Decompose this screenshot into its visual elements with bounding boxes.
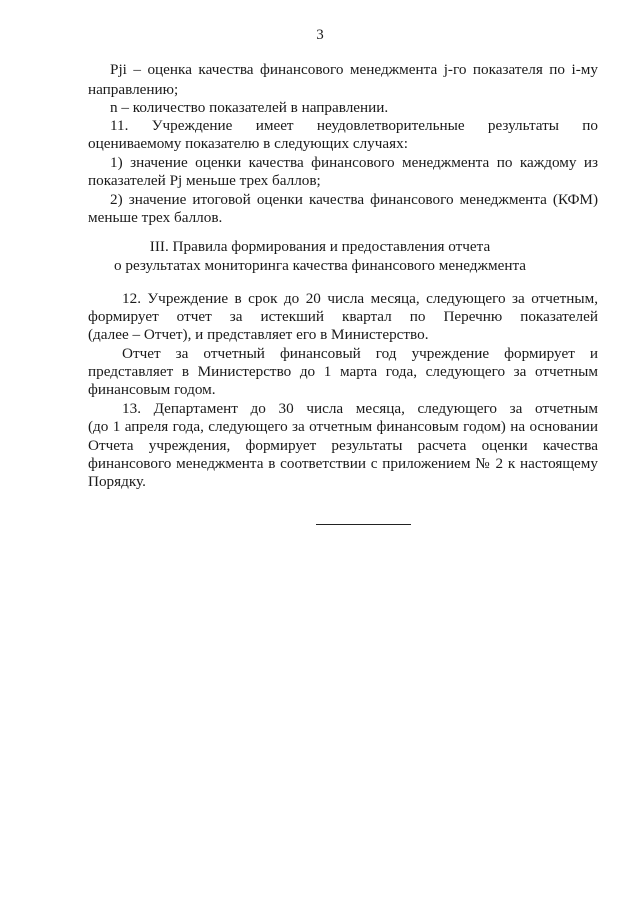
annual-report-line-2: представляет в Министерство до 1 марта года, следующего за отчетным xyxy=(88,363,598,380)
case-2-line-2: меньше трех баллов. xyxy=(88,209,223,226)
case-2-line-1: 2) значение итоговой оценки качества финансового менеджмента (КФМ) xyxy=(110,191,598,208)
annual-report-line-1: Отчет за отчетный финансовый год учреждение формирует и xyxy=(122,345,598,362)
item-13-line-1: 13. Департамент до 30 числа месяца, следующего за отчетным xyxy=(122,400,598,417)
item-11-line-1: 11. Учреждение имеет неудовлетворительные результаты по xyxy=(110,117,598,134)
pji-definition-line-1: Pji – оценка качества финансового менеджмента j-го показателя по i-му xyxy=(110,61,598,78)
item-12-line-1: 12. Учреждение в срок до 20 числа месяца, следующего за отчетным, xyxy=(122,290,598,307)
case-1-line-1: 1) значение оценки качества финансового менеджмента по каждому из xyxy=(110,154,598,171)
case-1-line-2: показателей Pj меньше трех баллов; xyxy=(88,172,321,189)
item-13-line-2: (до 1 апреля года, следующего за отчетным финансовым годом) на основании xyxy=(88,418,598,435)
item-12-line-3: (далее – Отчет), и представляет его в Министерство. xyxy=(88,326,429,343)
pji-definition-line-2: направлению; xyxy=(88,81,179,98)
item-11-line-2: оцениваемому показателю в следующих случаях: xyxy=(88,135,408,152)
closing-rule xyxy=(316,524,411,525)
item-12-line-2: формирует отчет за истекший квартал по Перечню показателей xyxy=(88,308,598,325)
n-definition-line: n – количество показателей в направлении. xyxy=(110,99,389,116)
section-heading-line-2: о результатах мониторинга качества финансового менеджмента xyxy=(113,257,527,274)
item-13-line-5: Порядку. xyxy=(88,473,146,490)
section-heading-line-1: III. Правила формирования и предоставления отчета xyxy=(149,238,491,255)
item-13-line-4: финансового менеджмента в соответствии с приложением № 2 к настоящему xyxy=(88,455,598,472)
page-number: 3 xyxy=(316,27,324,43)
annual-report-line-3: финансовым годом. xyxy=(88,381,216,398)
item-13-line-3: Отчета учреждения, формирует результаты расчета оценки качества xyxy=(88,437,598,454)
